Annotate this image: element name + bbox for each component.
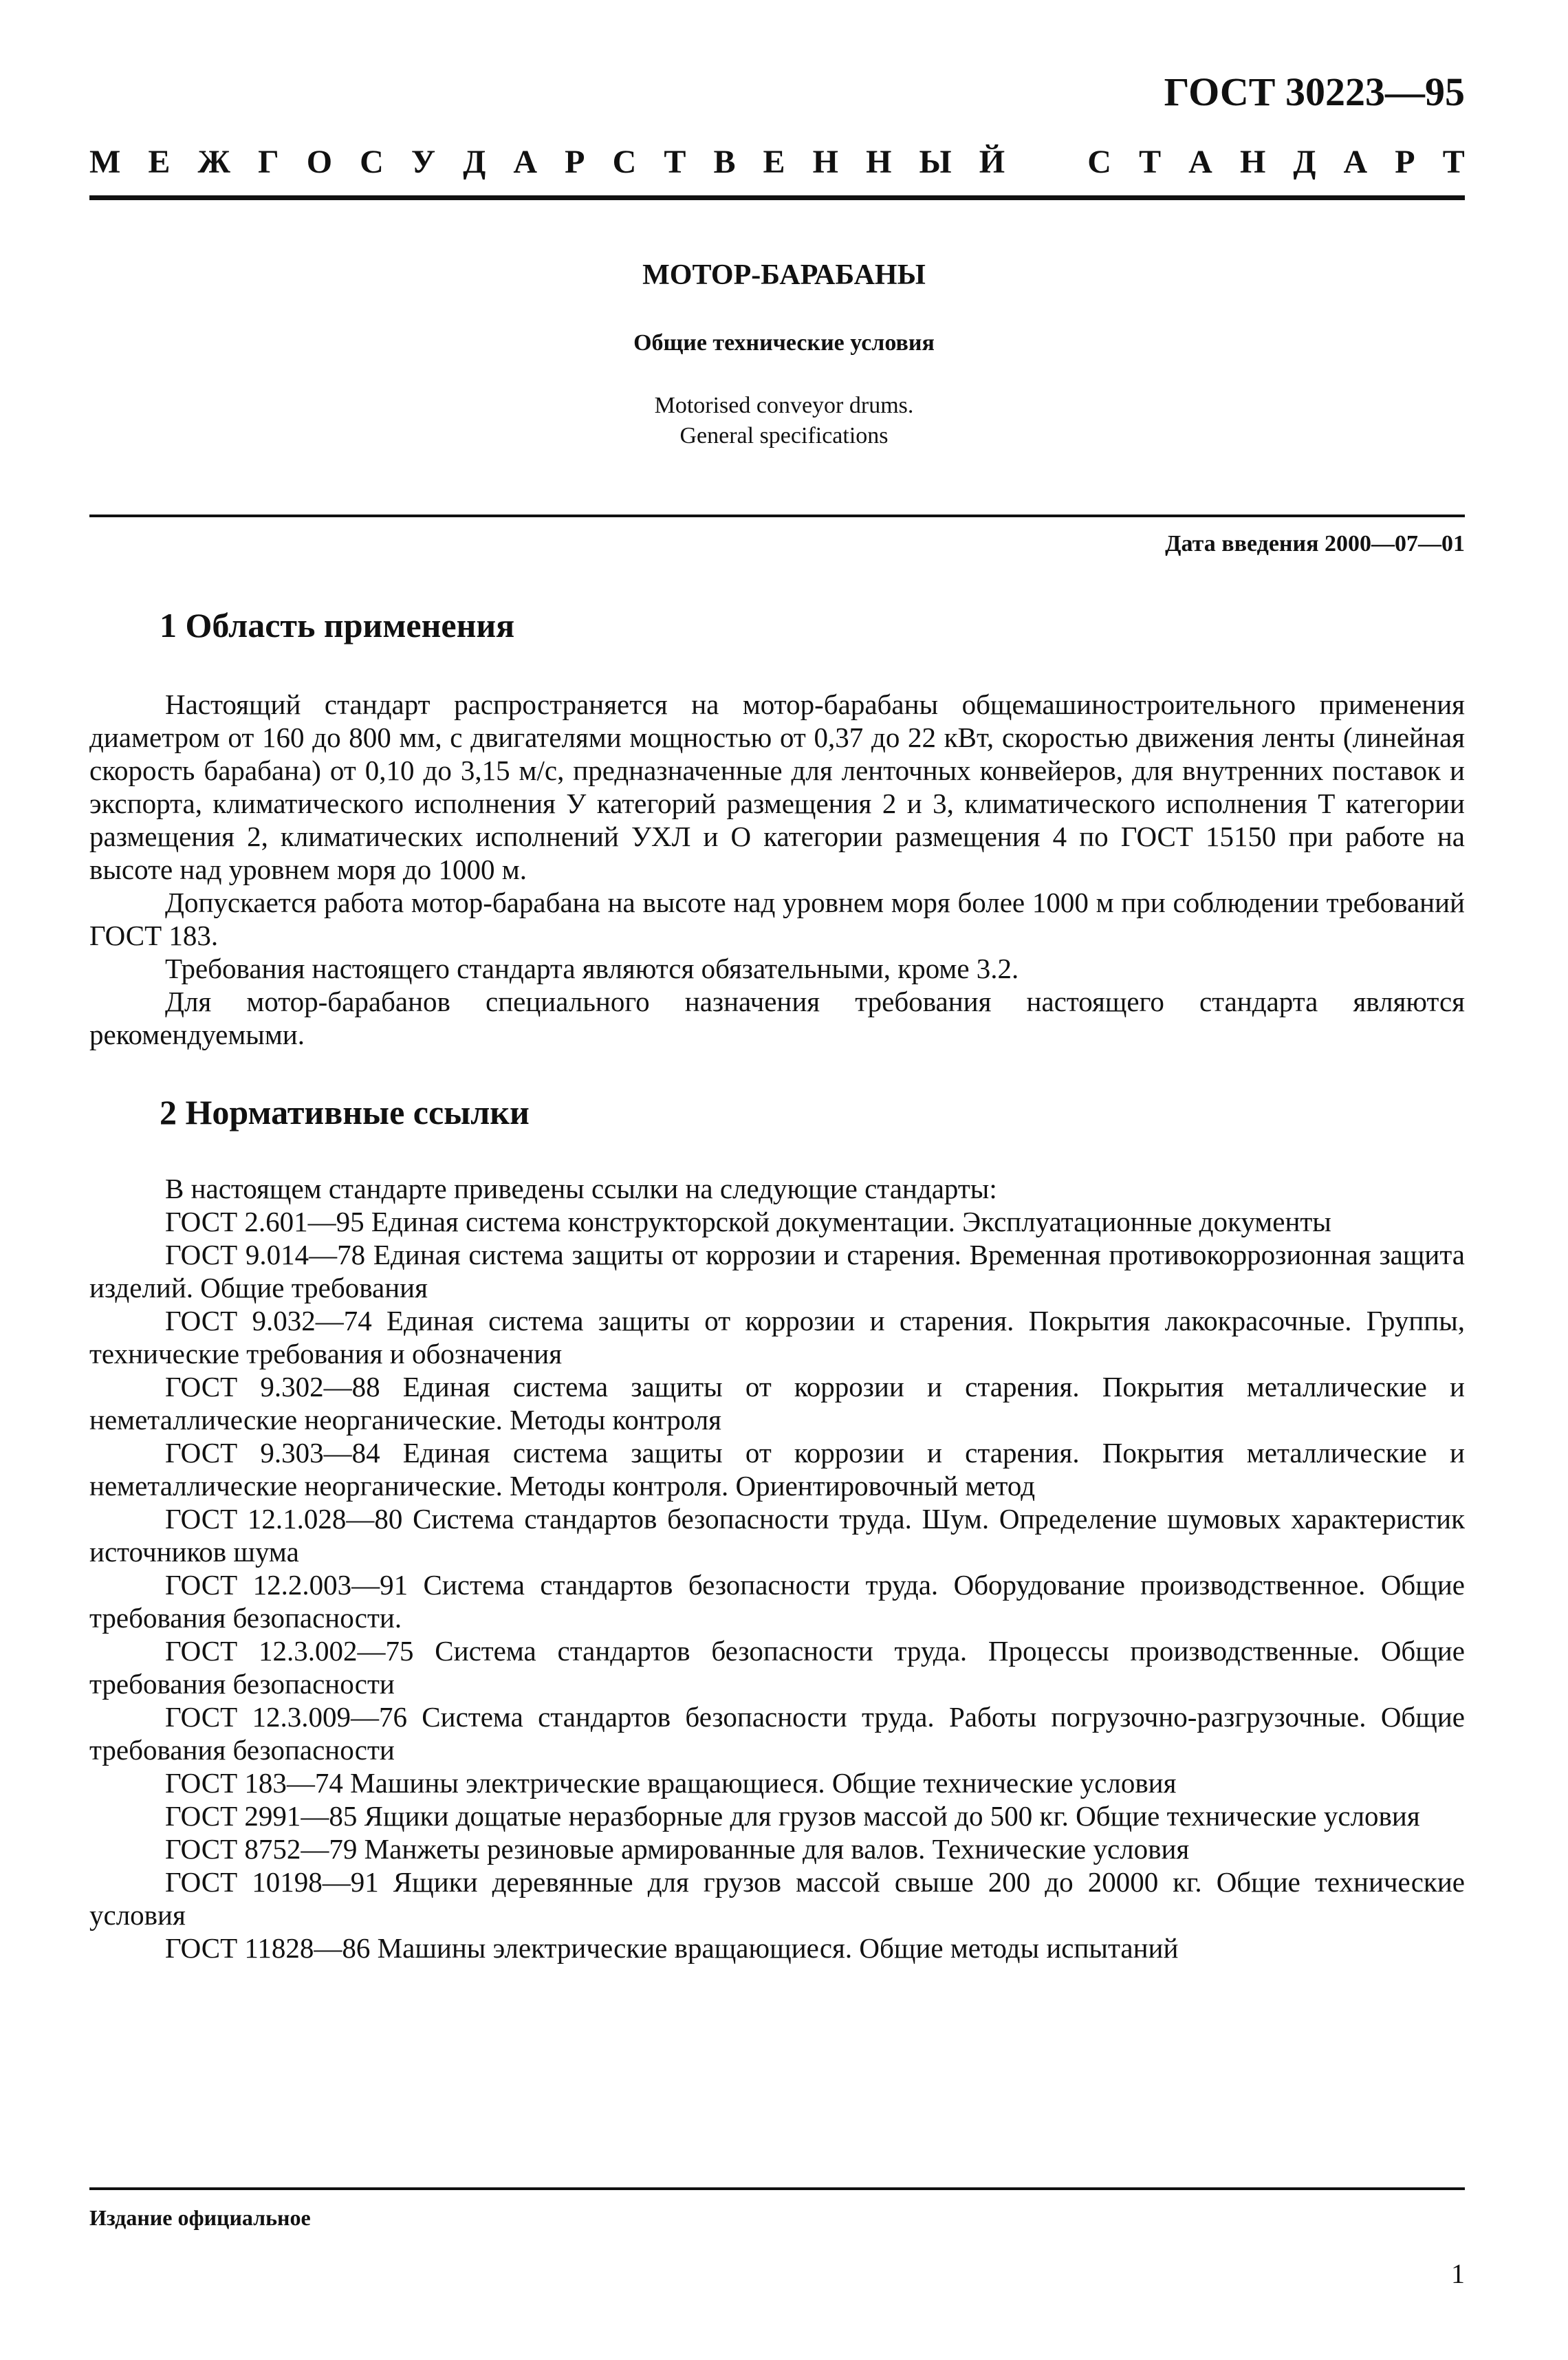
title-rule	[89, 515, 1465, 517]
reference-item: ГОСТ 9.303—84 Единая система защиты от коррозии и старения. Покрытия металлические и неметаллические неорганические. Методы контроля. Ориентировочный метод	[89, 1437, 1465, 1502]
banner-letter: Н	[812, 143, 838, 180]
banner-letter: Р	[565, 143, 585, 180]
reference-item: ГОСТ 8752—79 Манжеты резиновые армированные для валов. Технические условия	[165, 1833, 1190, 1865]
reference-item: ГОСТ 10198—91 Ящики деревянные для грузов массой свыше 200 до 20000 кг. Общие технические условия	[89, 1866, 1465, 1931]
reference-item: ГОСТ 9.302—88 Единая система защиты от коррозии и старения. Покрытия металлические и неметаллические неорганические. Методы контроля	[89, 1371, 1465, 1436]
paragraph: Для мотор-барабанов специального назначения требования настоящего стандарта являются рекомендуемыми.	[89, 986, 1465, 1050]
banner-letter: С	[612, 143, 637, 180]
banner-letter: О	[306, 143, 333, 180]
banner-letter: А	[1343, 143, 1368, 180]
banner-letter: Т	[1442, 143, 1465, 180]
edition-note: Издание официальное	[89, 2205, 311, 2230]
paragraph: Настоящий стандарт распространяется на мотор-барабаны общемашиностроительного применения диаметром от 160 до 800 мм, с двигателями мощностью от 0,37 до 22 кВт, скоростью движения ленты (линейная скорость барабана) от 0,10 до 3,15 м/с, предназначенные для ленточных конвейеров, для внутренних поставок и экспорта, климатического исполнения У категорий размещения 2 и 3, климатического исполнения Т категории размещения 2, климатических исполнений УХЛ и О категории размещения 4 по ГОСТ 15150 при работе на высоте над уровнем моря до 1000 м.	[89, 689, 1465, 885]
banner-letter: С	[1087, 143, 1111, 180]
english-title-line-1: Motorised conveyor drums.	[654, 393, 914, 418]
references-list	[89, 1205, 1465, 1964]
banner-letter: А	[513, 143, 538, 180]
section-2-body	[89, 1172, 1465, 1964]
reference-item: ГОСТ 11828—86 Машины электрические вращающиеся. Общие методы испытаний	[165, 1932, 1179, 1964]
paragraph: Требования настоящего стандарта являются обязательными, кроме 3.2.	[165, 953, 1019, 984]
banner-letter: Е	[148, 143, 171, 180]
document-title: МОТОР-БАРАБАНЫ	[642, 259, 926, 291]
banner-letter: Р	[1395, 143, 1415, 180]
reference-item: ГОСТ 2.601—95 Единая система конструкторской документации. Эксплуатационные документы	[165, 1206, 1331, 1237]
references-intro: В настоящем стандарте приведены ссылки на следующие стандарты:	[165, 1173, 997, 1204]
banner-letter: Ы	[919, 143, 952, 180]
header-rule	[89, 195, 1465, 200]
reference-item: ГОСТ 12.3.002—75 Система стандартов безопасности труда. Процессы производственные. Общие требования безопасности	[89, 1635, 1465, 1700]
banner-letter: А	[1188, 143, 1212, 180]
reference-item: ГОСТ 9.032—74 Единая система защиты от коррозии и старения. Покрытия лакокрасочные. Группы, технические требования и обозначения	[89, 1305, 1465, 1370]
banner-letter: У	[411, 143, 436, 180]
banner-letter: Г	[258, 143, 279, 180]
reference-item: ГОСТ 2991—85 Ящики дощатые неразборные для грузов массой до 500 кг. Общие технические условия	[165, 1800, 1420, 1832]
banner-letter: Й	[979, 143, 1005, 180]
banner-letter: Т	[1139, 143, 1162, 180]
banner-letter: С	[360, 143, 384, 180]
reference-item: ГОСТ 12.1.028—80 Система стандартов безопасности труда. Шум. Определение шумовых характеристик источников шума	[89, 1503, 1465, 1568]
section-1-heading: 1 Область применения	[160, 606, 515, 645]
reference-item: ГОСТ 183—74 Машины электрические вращающиеся. Общие технические условия	[165, 1767, 1177, 1799]
banner-letter: Д	[463, 143, 486, 180]
page-number: 1	[1451, 2258, 1465, 2289]
banner-letter: Ж	[197, 143, 230, 180]
english-title-line-2: General specifications	[679, 423, 889, 448]
interstate-standard-banner	[89, 138, 1465, 186]
footer-rule	[89, 2187, 1465, 2190]
banner-letter: В	[713, 143, 736, 180]
effective-date: Дата введения 2000—07—01	[1165, 531, 1465, 556]
banner-letter: Н	[1239, 143, 1266, 180]
reference-item: ГОСТ 9.014—78 Единая система защиты от коррозии и старения. Временная противокоррозионная защита изделий. Общие требования	[89, 1239, 1465, 1303]
reference-item: ГОСТ 12.2.003—91 Система стандартов безопасности труда. Оборудование производственное. Общие требования безопасности.	[89, 1569, 1465, 1634]
document-subtitle: Общие технические условия	[633, 330, 935, 356]
english-title	[0, 391, 1568, 451]
paragraph: Допускается работа мотор-барабана на высоте над уровнем моря более 1000 м при соблюдении требований ГОСТ 183.	[89, 887, 1465, 951]
banner-letter: М	[89, 143, 121, 180]
banner-letter: Д	[1293, 143, 1316, 180]
section-2-heading: 2 Нормативные ссылки	[160, 1093, 530, 1132]
reference-item: ГОСТ 12.3.009—76 Система стандартов безопасности труда. Работы погрузочно-разгрузочные. Общие требования безопасности	[89, 1701, 1465, 1766]
banner-letter: Т	[664, 143, 686, 180]
banner-letter: Е	[763, 143, 785, 180]
section-1-body	[89, 688, 1465, 1051]
banner-letter: Н	[866, 143, 892, 180]
document-number: ГОСТ 30223—95	[1164, 69, 1465, 114]
